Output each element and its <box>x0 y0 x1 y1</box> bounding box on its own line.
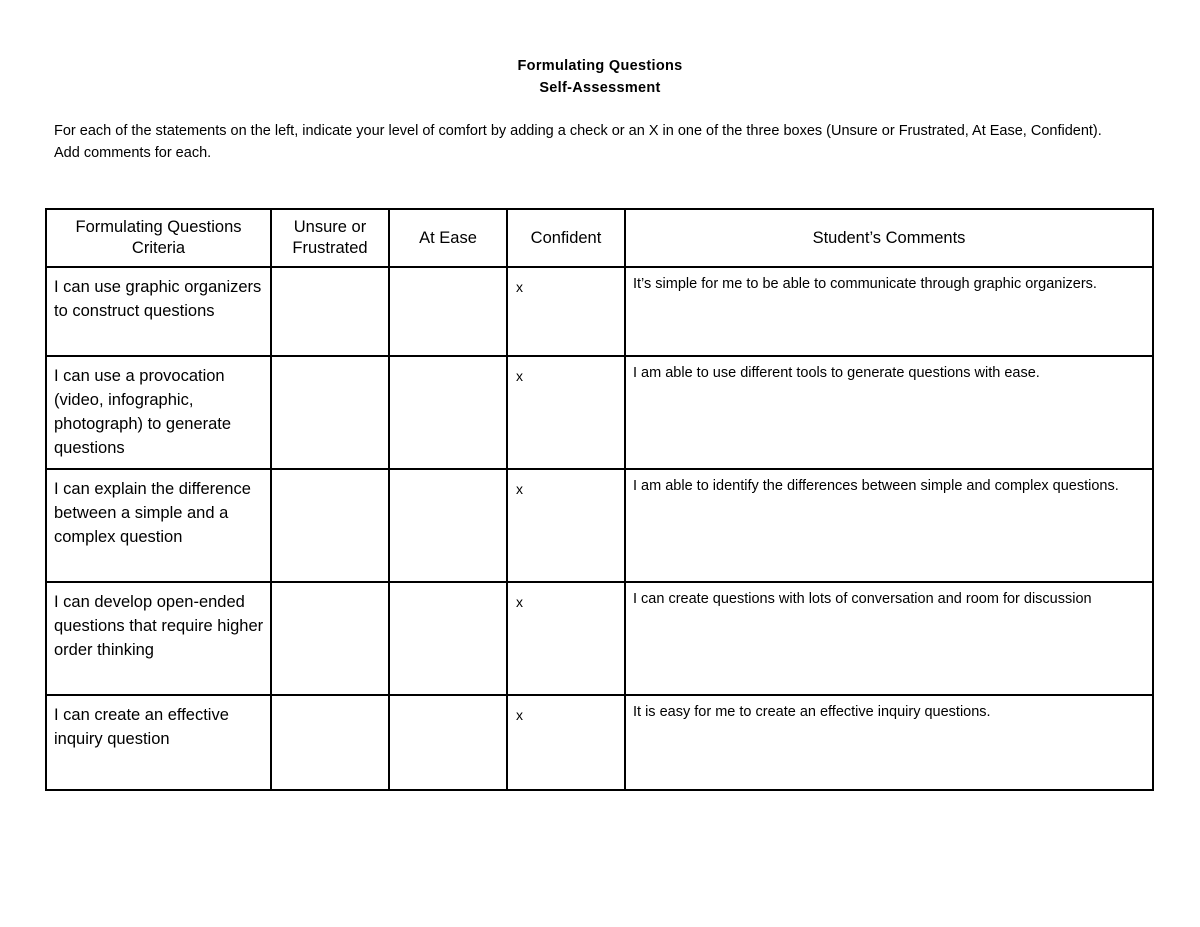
confident-cell[interactable]: x <box>507 356 625 469</box>
table-row <box>46 695 1153 790</box>
unsure-cell[interactable] <box>271 582 389 695</box>
title-block <box>0 55 1200 99</box>
header-unsure: Unsure or Frustrated <box>271 209 389 267</box>
confident-cell[interactable]: x <box>507 695 625 790</box>
instructions-line-2: Add comments for each. <box>54 144 212 161</box>
at-ease-cell[interactable] <box>389 356 507 469</box>
table-header-row <box>46 209 1153 267</box>
comment-cell[interactable]: I am able to use different tools to generate questions with ease. <box>625 356 1153 469</box>
criterion-cell: I can use graphic organizers to construct questions <box>46 267 271 356</box>
unsure-cell[interactable] <box>271 469 389 582</box>
document-subtitle: Self-Assessment <box>539 80 661 96</box>
at-ease-cell[interactable] <box>389 267 507 356</box>
confident-cell[interactable]: x <box>507 469 625 582</box>
comment-cell[interactable]: I am able to identify the differences between simple and complex questions. <box>625 469 1153 582</box>
confident-cell[interactable]: x <box>507 267 625 356</box>
unsure-cell[interactable] <box>271 356 389 469</box>
confident-cell[interactable]: x <box>507 582 625 695</box>
header-criteria: Formulating Questions Criteria <box>46 209 271 267</box>
instructions <box>54 121 1149 164</box>
header-at-ease: At Ease <box>389 209 507 267</box>
table-row <box>46 582 1153 695</box>
document-title: Formulating Questions <box>517 58 683 74</box>
instructions-line-1: For each of the statements on the left, indicate your level of comfort by adding a check or an X in one of the three boxes (Unsure or Frustrated, At Ease, Confident). <box>54 123 1102 139</box>
at-ease-cell[interactable] <box>389 695 507 790</box>
comment-cell[interactable]: It is easy for me to create an effective inquiry questions. <box>625 695 1153 790</box>
table-row <box>46 469 1153 582</box>
header-confident: Confident <box>507 209 625 267</box>
criterion-cell: I can use a provocation (video, infographic, photograph) to generate questions <box>46 356 271 469</box>
self-assessment-table <box>45 208 1154 791</box>
comment-cell[interactable]: I can create questions with lots of conversation and room for discussion <box>625 582 1153 695</box>
table-row <box>46 356 1153 469</box>
table-row <box>46 267 1153 356</box>
criterion-cell: I can create an effective inquiry question <box>46 695 271 790</box>
header-comments: Student’s Comments <box>625 209 1153 267</box>
criterion-cell: I can develop open-ended questions that require higher order thinking <box>46 582 271 695</box>
comment-cell[interactable]: It’s simple for me to be able to communicate through graphic organizers. <box>625 267 1153 356</box>
unsure-cell[interactable] <box>271 267 389 356</box>
unsure-cell[interactable] <box>271 695 389 790</box>
at-ease-cell[interactable] <box>389 469 507 582</box>
at-ease-cell[interactable] <box>389 582 507 695</box>
criterion-cell: I can explain the difference between a simple and a complex question <box>46 469 271 582</box>
